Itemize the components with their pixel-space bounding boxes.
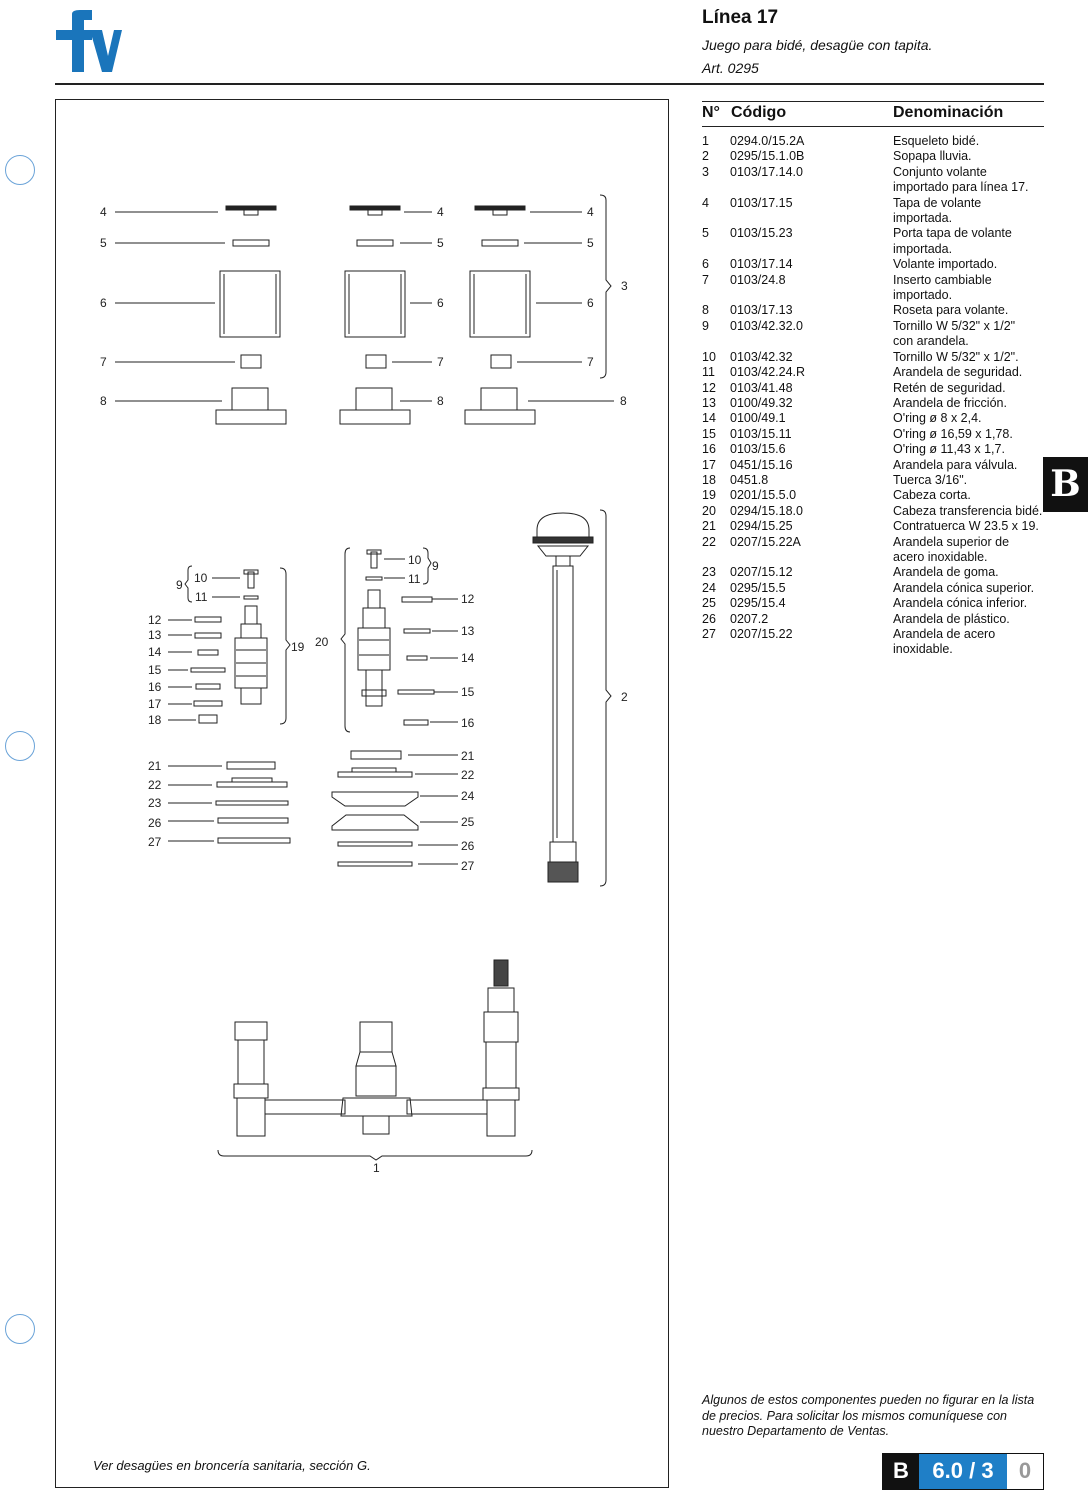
row-name: Inserto cambiable importado. [893, 272, 992, 303]
callout-26: 26 [461, 839, 475, 853]
row-code: 0294/15.25 [730, 519, 793, 534]
row-name: Arandela cónica superior. [893, 580, 1035, 595]
table-row [702, 226, 1052, 257]
callout-16: 16 [461, 716, 475, 730]
row-code: 0103/15.6 [730, 442, 786, 457]
callout-10: 10 [408, 553, 422, 567]
callout-9: 9 [176, 578, 183, 592]
row-code: 0207/15.22A [730, 534, 801, 549]
callout-12: 12 [461, 592, 475, 606]
callout-3: 3 [621, 279, 628, 293]
row-name: Cabeza transferencia bidé. [893, 503, 1043, 518]
table-row [702, 596, 1052, 611]
row-name: Porta tapa de volante importada. [893, 226, 1012, 256]
washer-stack-middle [332, 751, 458, 866]
handle-assembly-right [465, 206, 535, 424]
callout-21: 21 [461, 749, 475, 763]
row-number: 20 [702, 503, 716, 518]
row-number: 21 [702, 519, 716, 534]
row-number: 11 [702, 365, 715, 380]
callout-6: 6 [587, 296, 594, 310]
callout-4: 4 [437, 205, 444, 219]
table-row [702, 303, 1052, 318]
row-name: Arandela de seguridad. [893, 365, 1023, 380]
row-number: 6 [702, 257, 709, 272]
row-code: 0100/49.1 [730, 411, 786, 426]
row-code: 0103/17.14 [730, 257, 793, 272]
row-name: O'ring ø 11,43 x 1,7. [893, 442, 1005, 457]
table-row [702, 319, 1052, 350]
table-row [702, 257, 1052, 272]
callout-11: 11 [408, 572, 421, 586]
table-row [702, 411, 1052, 426]
row-name: O'ring ø 16,59 x 1,78. [893, 426, 1013, 441]
row-number: 4 [702, 195, 709, 210]
col-number-header: N° [702, 104, 720, 121]
row-name: Arandela de acero inoxidable. [893, 627, 996, 657]
row-number: 22 [702, 534, 716, 549]
bidet-body-assembly [218, 960, 532, 1160]
table-row [702, 427, 1052, 442]
page-number-box [882, 1453, 1044, 1490]
row-code: 0295/15.1.0B [730, 149, 805, 164]
row-number: 14 [702, 411, 716, 426]
page-number: 6.0 / 3 [919, 1454, 1007, 1489]
callout-4: 4 [100, 205, 107, 219]
row-name: Volante importado. [893, 257, 998, 272]
row-number: 24 [702, 580, 716, 595]
row-code: 0103/17.13 [730, 303, 793, 318]
row-name: Arandela superior de acero inoxidable. [893, 534, 1010, 564]
callout-5: 5 [587, 236, 594, 250]
callout-15: 15 [148, 663, 162, 677]
article-number: Art. 0295 [702, 60, 759, 76]
callout-18: 18 [148, 713, 162, 727]
row-number: 18 [702, 472, 716, 487]
price-list-footnote: Algunos de estos componentes pueden no figurar en la lista de precios. Para solicitar los mismos comuníquese con nuestro Departamento de Ventas. [702, 1393, 1035, 1438]
row-number: 27 [702, 627, 716, 641]
table-row [702, 350, 1052, 365]
table-row [702, 458, 1052, 473]
row-name: Tornillo W 5/32" x 1/2" con arandela. [893, 318, 1016, 349]
row-code: 0201/15.5.0 [730, 488, 797, 503]
page-section: B [883, 1454, 919, 1489]
table-row [702, 627, 1052, 658]
row-name: Roseta para volante. [893, 303, 1009, 318]
callout-24: 24 [461, 789, 475, 803]
leader-lines-20 [341, 548, 458, 732]
leader-lines-19 [168, 566, 290, 724]
table-row [702, 149, 1052, 164]
row-code: 0103/42.32 [730, 349, 793, 364]
table-row [702, 381, 1052, 396]
callout-2: 2 [621, 690, 628, 704]
row-code: 0100/49.32 [730, 395, 793, 410]
table-row [702, 442, 1052, 457]
callout-27: 27 [148, 835, 162, 849]
row-number: 25 [702, 596, 716, 611]
row-number: 10 [702, 349, 716, 364]
row-name: Esqueleto bidé. [893, 134, 980, 148]
callout-27: 27 [461, 859, 475, 873]
callout-8: 8 [100, 394, 107, 408]
row-number: 12 [702, 380, 716, 395]
page-title: Línea 17 [702, 7, 779, 28]
callout-23: 23 [148, 796, 162, 810]
row-name: Arandela de fricción. [893, 395, 1007, 410]
row-number: 19 [702, 488, 716, 503]
row-name: Arandela cónica inferior. [893, 596, 1028, 611]
callout-14: 14 [461, 651, 475, 665]
row-number: 2 [702, 149, 709, 164]
row-name: O'ring ø 8 x 2,4. [893, 411, 982, 426]
table-row [702, 165, 1052, 196]
callout-22: 22 [461, 768, 475, 782]
handle-assembly-middle [340, 206, 410, 424]
leader-lines-top [115, 195, 614, 401]
row-number: 13 [702, 395, 716, 410]
row-name: Tuerca 3/16". [893, 472, 968, 487]
callout-8: 8 [437, 394, 444, 408]
row-code: 0103/15.23 [730, 226, 793, 241]
table-row [702, 519, 1052, 534]
cartridge-assembly-20 [358, 550, 434, 725]
callout-21: 21 [148, 759, 162, 773]
table-row [702, 565, 1052, 580]
row-name: Arandela para válvula. [893, 457, 1018, 472]
parts-table-body [702, 134, 1052, 658]
row-code: 0451/15.16 [730, 457, 793, 472]
row-number: 9 [702, 318, 709, 333]
callout-20: 20 [315, 635, 329, 649]
callout-7: 7 [587, 355, 594, 369]
row-code: 0103/17.14.0 [730, 164, 803, 179]
callout-25: 25 [461, 815, 475, 829]
table-row [702, 488, 1052, 503]
col-code-header: Código [731, 104, 787, 121]
table-row [702, 273, 1052, 304]
row-number: 15 [702, 426, 716, 441]
row-name: Retén de seguridad. [893, 380, 1006, 395]
callout-7: 7 [437, 355, 444, 369]
row-code: 0103/42.32.0 [730, 318, 803, 333]
callout-13: 13 [461, 624, 475, 638]
callout-11: 11 [195, 590, 208, 604]
callout-16: 16 [148, 680, 162, 694]
row-name: Cabeza corta. [893, 488, 971, 503]
page-revision: 0 [1007, 1454, 1043, 1489]
callout-22: 22 [148, 778, 162, 792]
row-code: 0103/15.11 [730, 426, 792, 441]
row-code: 0451.8 [730, 472, 769, 487]
callout-17: 17 [148, 697, 162, 711]
row-code: 0294.0/15.2A [730, 134, 805, 148]
callout-26: 26 [148, 816, 162, 830]
parts-table-header [702, 101, 1044, 127]
pop-up-drain-assembly [533, 510, 611, 886]
washer-stack-left [168, 762, 290, 843]
handle-assembly-left [216, 206, 286, 424]
row-number: 17 [702, 457, 716, 472]
callout-6: 6 [437, 296, 444, 310]
table-row [702, 473, 1052, 488]
row-name: Arandela de plástico. [893, 611, 1010, 626]
row-code: 0207/15.12 [730, 565, 793, 580]
callout-8: 8 [620, 394, 627, 408]
table-row [702, 535, 1052, 566]
callout-6: 6 [100, 296, 107, 310]
callout-15: 15 [461, 685, 475, 699]
row-name: Contratuerca W 23.5 x 19. [893, 519, 1039, 534]
table-row [702, 134, 1052, 149]
section-tab: B [1043, 457, 1088, 512]
row-number: 16 [702, 442, 716, 457]
callout-7: 7 [100, 355, 107, 369]
callout-4: 4 [587, 205, 594, 219]
row-code: 0103/17.15 [730, 195, 793, 210]
callout-10: 10 [194, 571, 208, 585]
row-code: 0103/42.24.R [730, 365, 806, 380]
callout-13: 13 [148, 628, 162, 642]
row-name: Conjunto volante importado para línea 17. [893, 164, 1029, 195]
callout-9: 9 [432, 559, 439, 573]
row-number: 7 [702, 272, 709, 287]
row-name: Arandela de goma. [893, 565, 999, 580]
row-name: Tapa de volante importada. [893, 195, 982, 226]
row-code: 0295/15.5 [730, 580, 786, 595]
row-name: Tornillo W 5/32" x 1/2". [893, 349, 1019, 364]
callout-14: 14 [148, 645, 162, 659]
table-row [702, 612, 1052, 627]
row-number: 3 [702, 164, 709, 179]
callout-12: 12 [148, 613, 162, 627]
row-number: 23 [702, 565, 716, 580]
row-code: 0207/15.22 [730, 627, 793, 641]
row-number: 8 [702, 303, 709, 318]
table-row [702, 396, 1052, 411]
col-name-header: Denominación [893, 104, 1004, 121]
callout-5: 5 [100, 236, 107, 250]
table-row [702, 504, 1052, 519]
diagram-note: Ver desagües en broncería sanitaria, sección G. [93, 1458, 371, 1473]
row-code: 0207.2 [730, 611, 769, 626]
row-code: 0295/15.4 [730, 596, 786, 611]
page-subtitle: Juego para bidé, desagüe con tapita. [702, 37, 933, 53]
row-number: 1 [702, 134, 709, 148]
row-code: 0103/24.8 [730, 272, 786, 287]
row-number: 5 [702, 226, 709, 241]
row-code: 0103/41.48 [730, 380, 793, 395]
table-row [702, 196, 1052, 227]
table-row [702, 365, 1052, 380]
callout-1: 1 [373, 1161, 380, 1175]
callout-19: 19 [291, 640, 305, 654]
row-code: 0294/15.18.0 [730, 503, 803, 518]
row-number: 26 [702, 611, 716, 626]
row-name: Sopapa lluvia. [893, 149, 972, 164]
table-row [702, 581, 1052, 596]
callout-5: 5 [437, 236, 444, 250]
